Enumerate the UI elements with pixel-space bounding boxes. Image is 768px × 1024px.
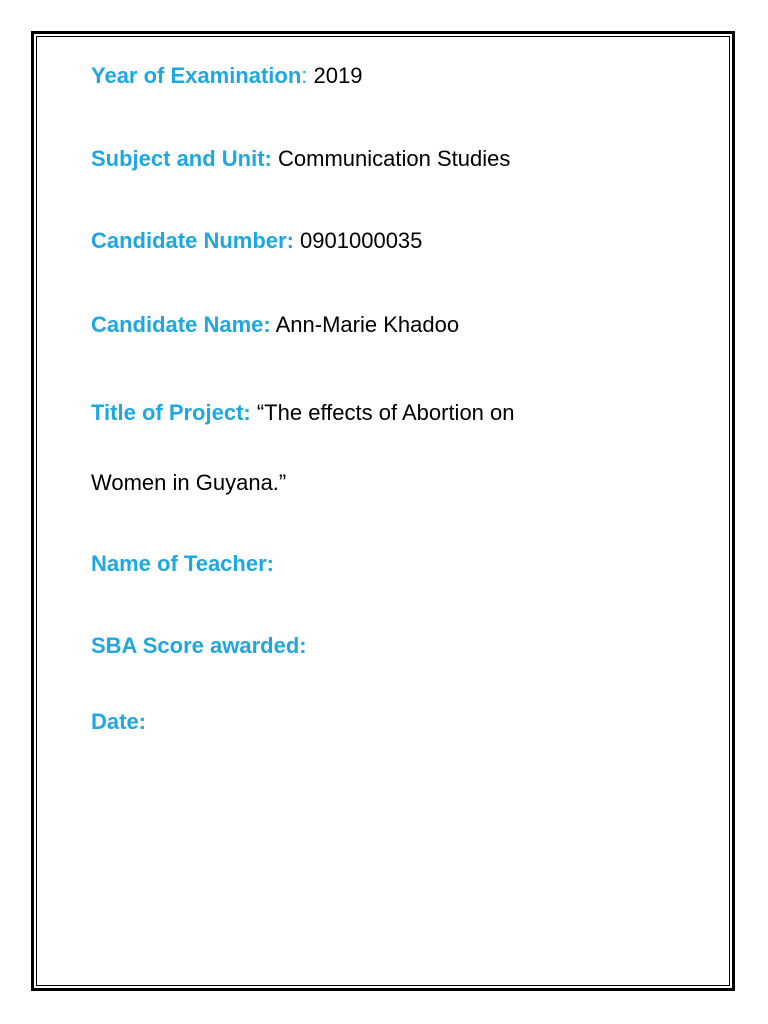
- sba-score-label: SBA Score awarded:: [91, 633, 307, 658]
- title-of-project-value-line2: Women in Guyana.”: [91, 470, 287, 495]
- title-of-project-continuation: [91, 469, 286, 497]
- candidate-name-label: Candidate Name:: [91, 312, 271, 337]
- page-border-inner: [36, 36, 730, 986]
- candidate-name-row: [91, 311, 459, 339]
- subject-and-unit-value: Communication Studies: [278, 146, 511, 171]
- candidate-number-value: 0901000035: [300, 228, 423, 253]
- year-of-examination-label: Year of Examination: [91, 63, 302, 88]
- title-of-project-label: Title of Project:: [91, 400, 251, 425]
- title-of-project-row: [91, 399, 515, 427]
- year-of-examination-value: 2019: [313, 63, 363, 88]
- name-of-teacher-label: Name of Teacher:: [91, 551, 274, 576]
- candidate-number-label: Candidate Number:: [91, 228, 294, 253]
- subject-and-unit-label: Subject and Unit:: [91, 146, 272, 171]
- year-of-examination-colon: :: [301, 63, 308, 88]
- subject-and-unit-row: [91, 145, 510, 173]
- sba-score-row: [91, 632, 307, 660]
- title-of-project-value-line1: “The effects of Abortion on: [256, 400, 515, 425]
- date-row: [91, 708, 146, 736]
- name-of-teacher-row: [91, 550, 274, 578]
- year-of-examination-row: [91, 62, 363, 90]
- date-label: Date:: [91, 709, 147, 734]
- candidate-name-value: Ann-Marie Khadoo: [275, 312, 460, 337]
- candidate-number-row: [91, 227, 422, 255]
- page-border: [31, 31, 735, 991]
